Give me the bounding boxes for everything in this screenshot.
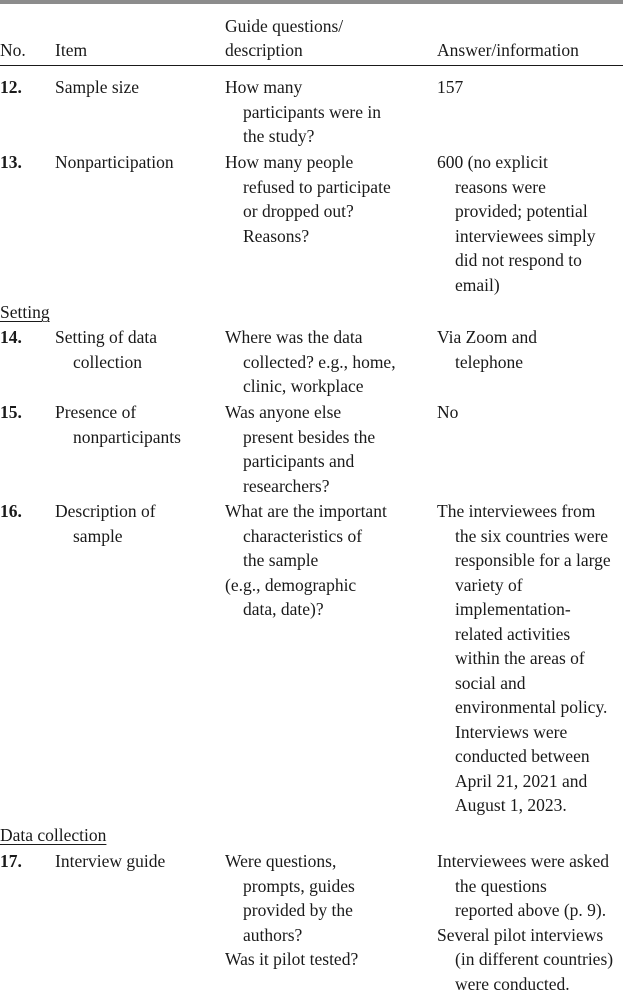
header-no: No. <box>0 40 26 60</box>
header-rule <box>0 65 623 66</box>
row-answer: 600 (no explicit reasons were provided; potential interviewees simply did not respond to email) <box>437 152 596 295</box>
row-item: Interview guide <box>55 851 166 871</box>
header-guide-line1: Guide questions/ <box>225 16 344 36</box>
section-label-setting: Setting <box>0 302 50 322</box>
table-top-rule <box>0 0 623 4</box>
row-guide: How many participants were in the study? <box>225 77 382 146</box>
row-answer: The interviewees from the six countries were responsible for a large variety of implementation- related activities within the areas of social and environmental policy. Interviews were conducted between April 21, 2021 and August 1, 2023. <box>437 501 611 815</box>
row-number: 12. <box>0 77 22 97</box>
header-item: Item <box>55 40 88 60</box>
row-item: Sample size <box>55 77 140 97</box>
row-number: 15. <box>0 402 22 422</box>
row-guide: Was anyone else present besides the participants and researchers? <box>225 402 376 496</box>
header-guide-line2: description <box>225 40 303 60</box>
row-answer: 157 <box>437 77 464 97</box>
row-item: Setting of data collection <box>55 327 158 372</box>
row-guide: What are the important characteristics of the sample (e.g., demographic data, date)? <box>225 501 387 619</box>
row-item: Nonparticipation <box>55 152 174 172</box>
row-guide: Were questions, prompts, guides provided by the authors? Was it pilot tested? <box>225 851 359 969</box>
row-guide: How many people refused to participate or dropped out? Reasons? <box>225 152 391 246</box>
row-number: 17. <box>0 851 22 871</box>
row-answer: Via Zoom and telephone <box>437 327 538 372</box>
row-guide: Where was the data collected? e.g., home, clinic, workplace <box>225 327 396 396</box>
row-answer: No <box>437 402 459 422</box>
section-label-data-collection: Data collection <box>0 825 107 845</box>
header-answer: Answer/information <box>437 40 579 60</box>
row-answer: Interviewees were asked the questions reported above (p. 9). Several pilot interviews (in different countries) were conducted. <box>437 851 614 994</box>
row-item: Description of sample <box>55 501 156 546</box>
table-header <box>0 14 623 64</box>
row-number: 14. <box>0 327 22 347</box>
row-number: 13. <box>0 152 22 172</box>
row-number: 16. <box>0 501 22 521</box>
row-item: Presence of nonparticipants <box>55 402 181 447</box>
